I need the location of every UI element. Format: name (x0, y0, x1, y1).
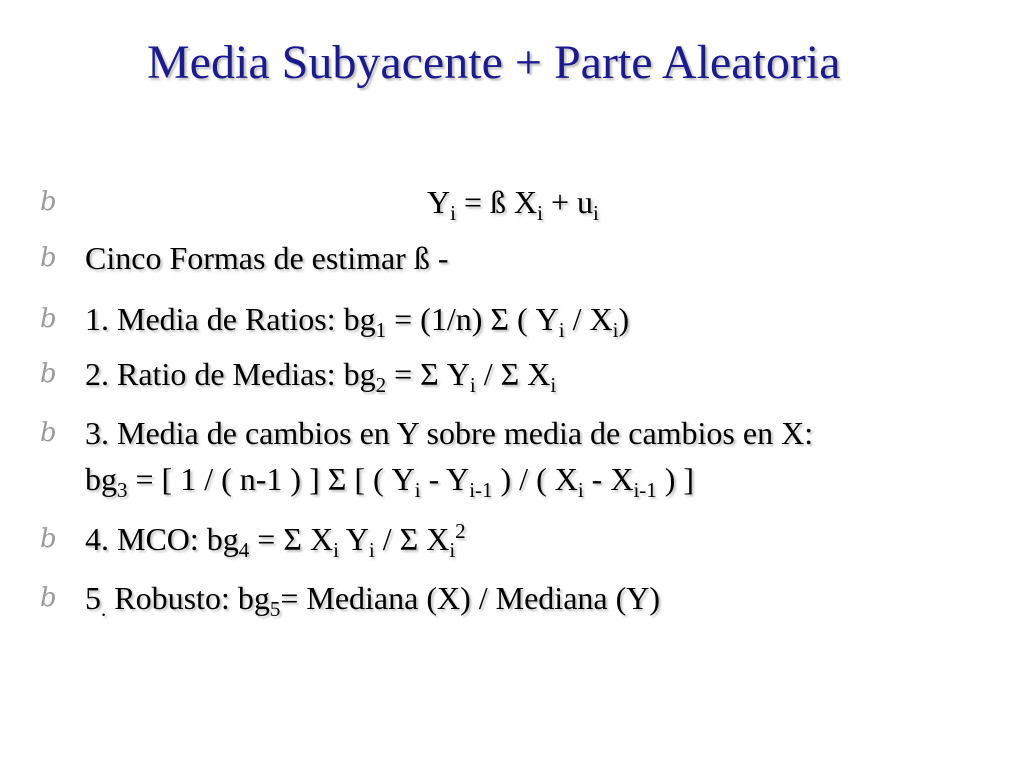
bullet-text: 2. Ratio de Medias: $bg_2 = \Sigma$ $Y_i$ / Σ $X_i$ (85, 356, 557, 398)
equation-text: $Y_i$ = ß $X_i + u_i$ (427, 184, 599, 226)
bullet-item-media-de-cambios (0, 411, 1024, 503)
slide-title: Media Subyacente + Parte Aleatoria (147, 36, 841, 89)
bullet-icon: b (40, 583, 57, 613)
bullet-text-line2: $bg_3$ = [ 1 / ( n-1 ) ] Σ [ ( $Y_i - Y_{i-1}$ ) / ( $X_i - X_{i-1}$ ) ] (85, 461, 695, 503)
bullet-icon: b (40, 304, 57, 334)
bullet-text-line1: 3. Media de cambios en Y sobre media de cambios en X: (85, 415, 814, 451)
bullet-text: 1. Media de Ratios: $bg_1 = (1/n)$ Σ ( $Y_i / X_i$) (85, 301, 630, 343)
bullet-icon: b (40, 359, 57, 389)
bullet-text: $5_.$ Robusto: $bg_5=$ Mediana (X) / Mediana (Y) (85, 580, 661, 622)
bullet-icon: b (40, 524, 57, 554)
bullet-text: 4. MCO: $bg_4 = \Sigma$ $X_i$ $Y_i$ / Σ $X_i^2$ (85, 519, 466, 563)
bullet-icon: b (40, 243, 57, 273)
bullet-icon: b (40, 187, 57, 217)
bullet-icon: b (40, 418, 57, 448)
bullet-text: Cinco Formas de estimar ß - (85, 240, 449, 276)
